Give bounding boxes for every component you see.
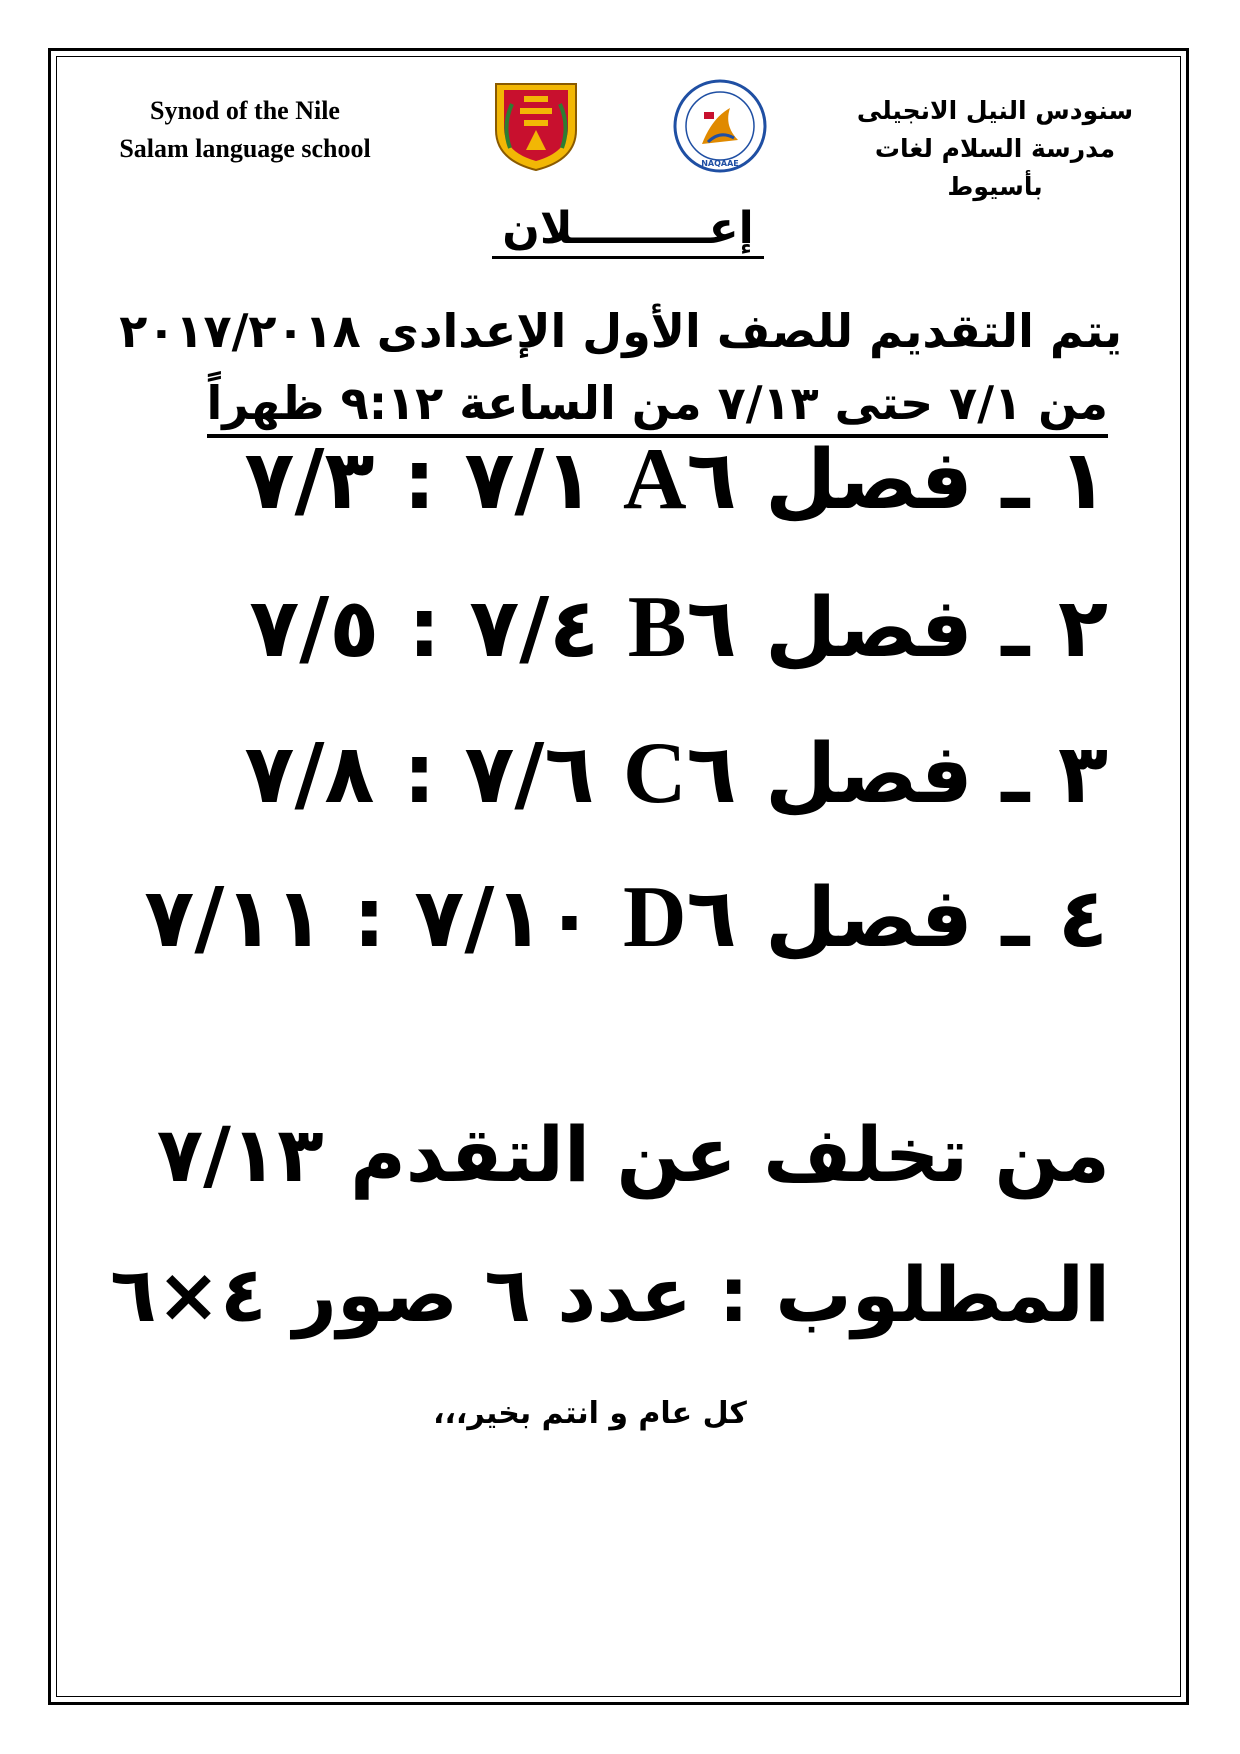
header-english — [95, 92, 395, 168]
class-grade-digit: ٦ — [686, 727, 737, 822]
class-letter: B — [627, 579, 687, 676]
closing-greeting: كل عام و انتم بخير،،، — [433, 1396, 747, 1431]
school-shield-logo — [490, 78, 582, 173]
class-number: ١ — [1057, 433, 1108, 528]
class-grade-digit: ٦ — [686, 433, 737, 528]
class-number: ٢ — [1057, 581, 1108, 676]
class-grade-digit: ٦ — [686, 871, 737, 966]
class-number: ٤ — [1057, 871, 1108, 966]
class-row: ١ ـ فصل ٦A ٧/١ : ٧/٣ — [244, 431, 1108, 528]
synod-name-en: Synod of the Nile — [150, 96, 340, 125]
class-letter: D — [622, 869, 687, 966]
class-row: ٤ ـ فصل ٦D ٧/١٠ : ٧/١١ — [144, 869, 1108, 966]
date-from: ٧/٦ — [464, 727, 595, 822]
announcement-title-text: إعـــــــــلان — [492, 203, 763, 259]
intro-line-1: يتم التقديم للصف الأول الإعدادى ٢٠١٧/٢٠١٨ — [119, 304, 1122, 358]
date-from: ٧/١ — [464, 433, 595, 528]
class-number: ٣ — [1057, 727, 1108, 822]
header-arabic — [830, 92, 1160, 206]
naqaae-logo-text: NAQAAE — [701, 159, 739, 168]
intro-line-2: من ٧/١ حتى ٧/١٣ من الساعة ٩:١٢ ظهراً — [207, 372, 1108, 438]
school-name-en: Salam language school — [119, 134, 371, 163]
school-name-ar: مدرسة السلام لغات بأسيوط — [874, 134, 1116, 201]
date-from: ٧/١٠ — [414, 871, 595, 966]
date-to: ٧/١١ — [144, 871, 325, 966]
class-letter: A — [622, 431, 687, 528]
class-word: فصل — [765, 871, 973, 966]
class-word: فصل — [765, 727, 973, 822]
date-to: ٧/٥ — [249, 581, 380, 676]
class-word: فصل — [765, 581, 973, 676]
class-grade-digit: ٦ — [686, 581, 737, 676]
class-row: ٢ ـ فصل ٦B ٧/٤ : ٧/٥ — [249, 579, 1108, 676]
date-from: ٧/٤ — [469, 581, 600, 676]
late-applicants-notice: من تخلف عن التقدم ٧/١٣ — [156, 1110, 1110, 1199]
class-word: فصل — [765, 433, 973, 528]
requirements-line: المطلوب : عدد ٦ صور ٤×٦ — [110, 1250, 1110, 1339]
announcement-title — [300, 200, 956, 258]
date-to: ٧/٣ — [244, 433, 375, 528]
class-letter: C — [622, 725, 687, 822]
class-row: ٣ ـ فصل ٦C ٧/٦ : ٧/٨ — [244, 725, 1108, 822]
date-to: ٧/٨ — [244, 727, 375, 822]
synod-name-ar: سنودس النيل الانجيلى — [856, 96, 1134, 125]
naqaae-seal-logo — [672, 78, 768, 174]
